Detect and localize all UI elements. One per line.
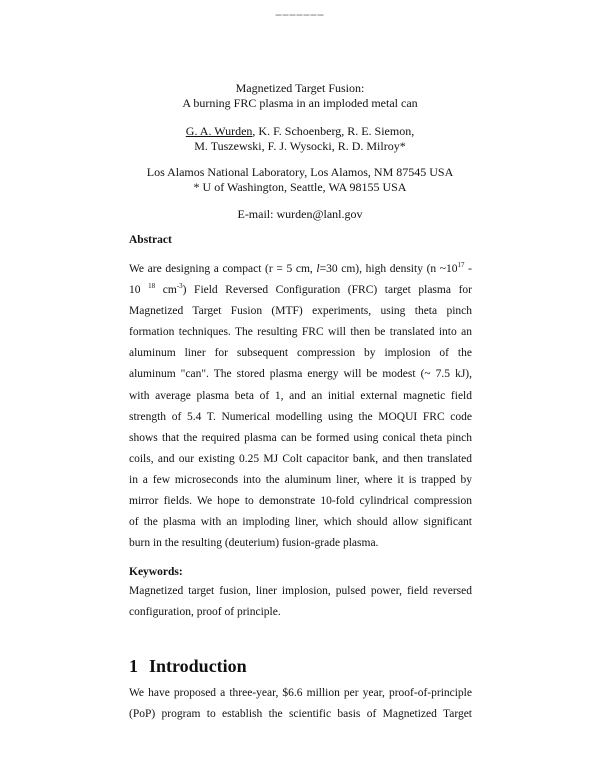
abstract-line-2: 10 $^{18}$ $cm^{-3}$) Field Reversed Configuration (FRC) target plasma for (129, 282, 472, 297)
keywords-line-1: Magnetized target fusion, liner implosion, pulsed power, field reversed (129, 585, 472, 597)
affiliation-line-1: Los Alamos National Laboratory, Los Alamos, NM 87545 USA (146, 165, 454, 179)
affiliations (0, 165, 600, 195)
abstract-body (129, 259, 472, 554)
abstract-line: with average plasma beta of 1, and an initial external magnetic field (129, 389, 472, 402)
authors-line-1 (0, 124, 600, 139)
abstract-line: coils, and our existing 0.25 MJ Colt capacitor bank, and then translated (129, 452, 472, 465)
section-title: Introduction (149, 656, 247, 676)
abstract-line: of the plasma with an imploding liner, which should allow significant (129, 516, 472, 529)
abstract-line: formation techniques. The resulting FRC will then be translated into an (129, 326, 472, 339)
keywords-line-2: configuration, proof of principle. (129, 605, 281, 618)
title-line-2: A burning FRC plasma in an imploded metal can (182, 96, 418, 110)
abstract-line: in a few microseconds into the aluminum liner, where it is trapped by (129, 473, 472, 486)
intro-line-2: (PoP) program to establish the scientific basis of Magnetized Target (129, 708, 472, 721)
header-mark: ▬▬▬▬▬▬▬ (275, 12, 325, 18)
authors-line-2: M. Tuszewski, F. J. Wysocki, R. D. Milroy* (194, 139, 406, 153)
affiliation-line-2: * U of Washington, Seattle, WA 98155 USA (193, 180, 407, 194)
paper-title (0, 81, 600, 111)
abstract-line-1: We are designing a compact (r = 5 cm, l=30 cm), high density (n $\sim 10^{17}$ - (129, 261, 472, 275)
abstract-line: shows that the required plasma can be formed using conical theta pinch (129, 431, 472, 444)
introduction-body (129, 683, 472, 725)
keywords-body (129, 581, 472, 623)
primary-author: G. A. Wurden (185, 124, 253, 138)
section-number: 1 (129, 656, 138, 676)
abstract-line: Magnetized Target Fusion (MTF) experiments, using theta pinch (129, 305, 472, 318)
intro-line-1: We have proposed a three-year, $6.6 million per year, proof-of-principle (129, 687, 472, 699)
abstract-last-line: burn in the resulting (deuterium) fusion-grade plasma. (129, 537, 379, 550)
authors-line-1-rest: , K. F. Schoenberg, R. E. Siemon, (252, 124, 415, 138)
abstract-line: aluminum "can". The stored plasma energy will be modest (~ 7.5 kJ), (129, 368, 472, 381)
section-heading-introduction (129, 654, 247, 678)
keywords-heading: Keywords: (129, 566, 183, 578)
authors (0, 124, 600, 154)
abstract-line: mirror fields. We hope to demonstrate 10-fold cylindrical compression (129, 495, 472, 508)
title-line-1: Magnetized Target Fusion: (235, 81, 365, 95)
author-email: E-mail: wurden@lanl.gov (237, 207, 363, 221)
abstract-line: strength of 5.4 T. Numerical modelling using the MOQUI FRC code (129, 410, 472, 423)
abstract-line: aluminum liner for subsequent compression by implosion of the (129, 347, 472, 360)
abstract-heading: Abstract (129, 234, 172, 246)
